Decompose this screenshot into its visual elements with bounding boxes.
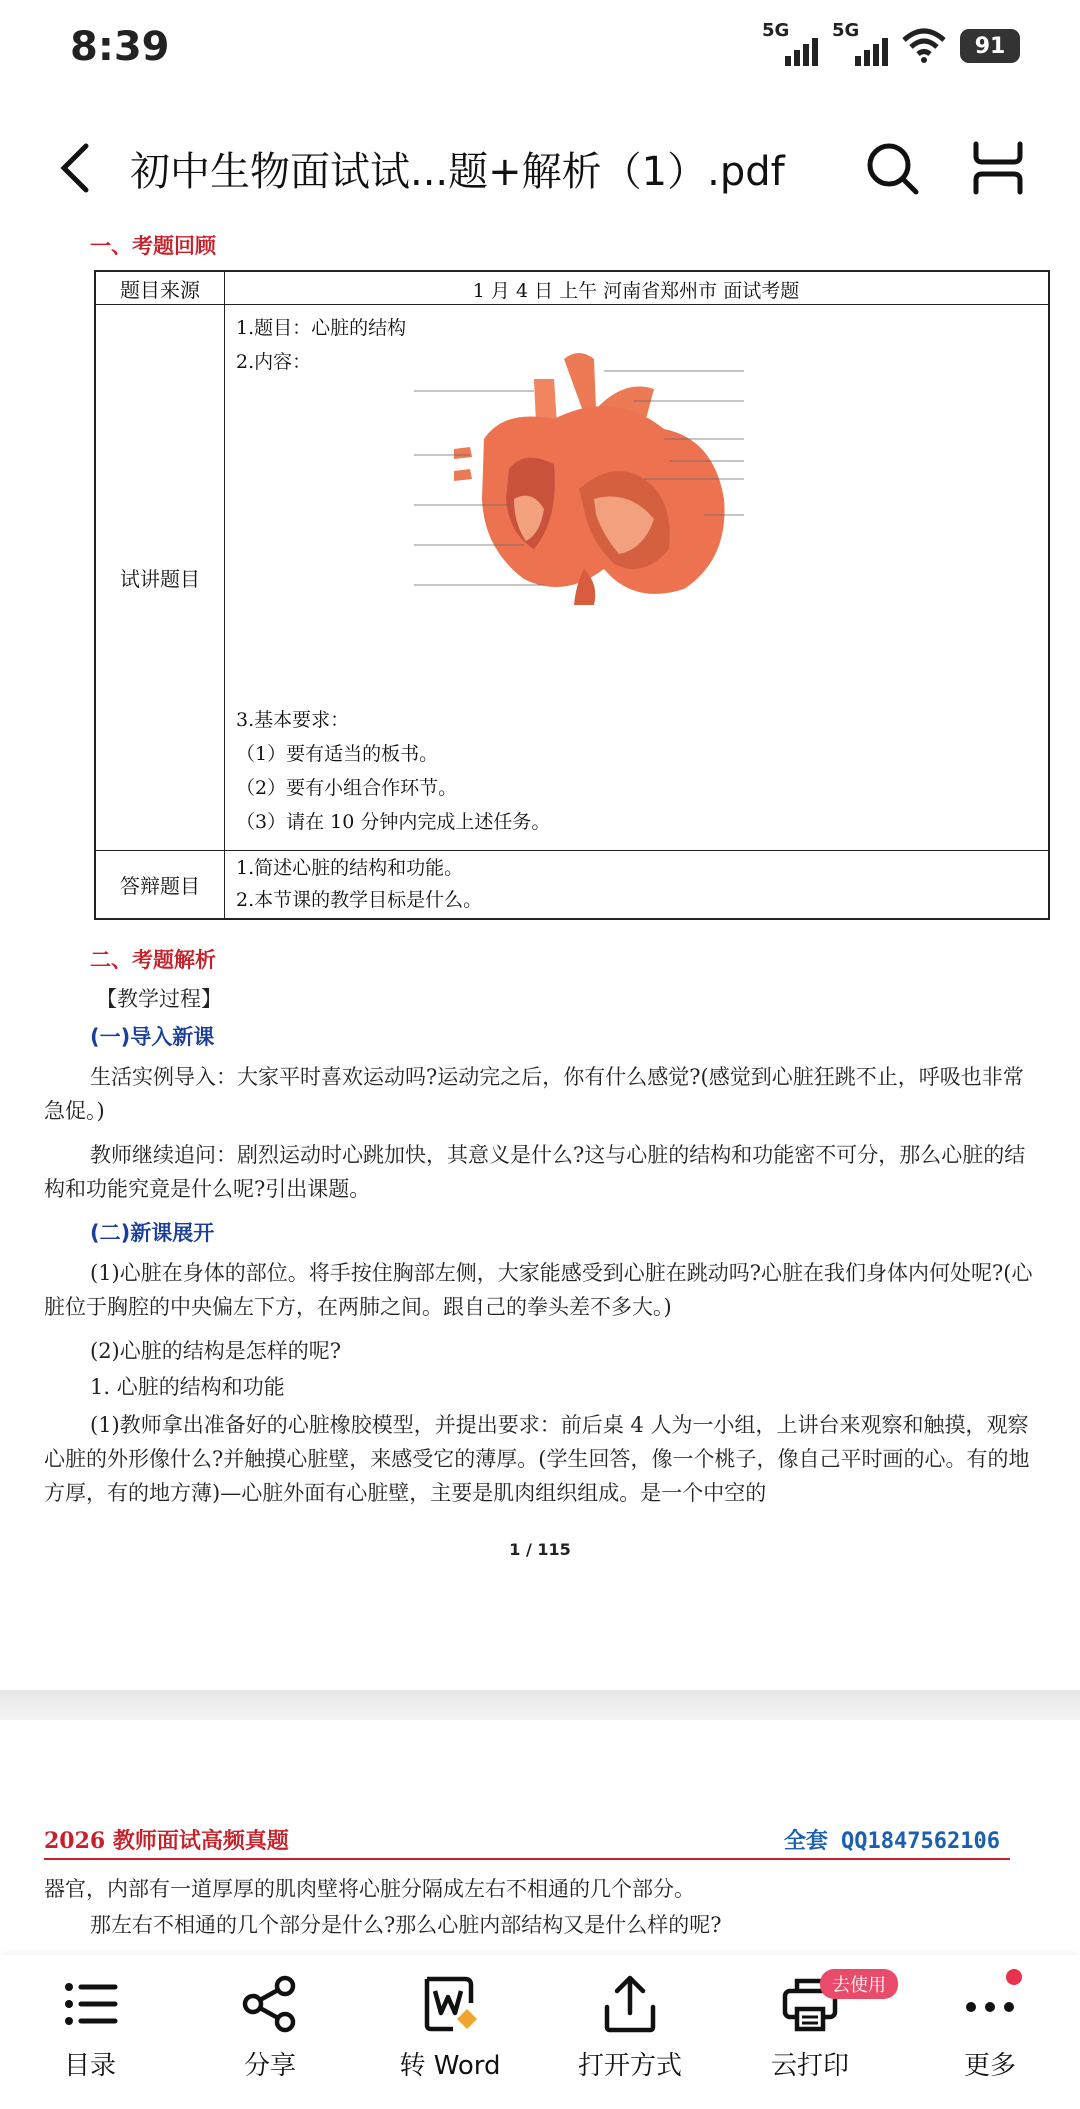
- list-icon: [59, 1973, 121, 2035]
- topic-label: 试讲题目: [96, 305, 225, 850]
- toolbar-convert-word-label: 转 Word: [399, 2051, 501, 2081]
- notification-dot: [1006, 1969, 1022, 1985]
- page2-header-left: 2026 教师面试高频真题: [44, 1828, 289, 1854]
- bottom-toolbar: [0, 1955, 1080, 2109]
- toolbar-cloud-print-label: 云打印: [770, 2051, 849, 2081]
- defense-label: 答辩题目: [96, 851, 225, 918]
- requirement-3: （3）请在 10 分钟内完成上述任务。: [236, 811, 551, 833]
- topic-line-1: 1.题目：心脏的结构: [236, 317, 407, 339]
- toolbar-share-label: 分享: [243, 2051, 296, 2081]
- status-bar: [0, 0, 1080, 100]
- page-separator: [0, 1690, 1080, 1720]
- page2-line-2: 那左右不相通的几个部分是什么?那么心脏内部结构又是什么样的呢?: [90, 1913, 722, 1937]
- page-number: 1 / 115: [509, 1540, 571, 1559]
- paragraph-5: 1. 心脏的结构和功能: [90, 1375, 285, 1399]
- sim2-label: 5G: [832, 20, 860, 41]
- paragraph-4: (2)心脏的结构是怎样的呢?: [90, 1339, 342, 1363]
- signal-icon: [762, 20, 818, 66]
- section-heading-review: 一、考题回顾: [90, 234, 216, 258]
- convert-word-icon: [419, 1973, 481, 2035]
- page2-header-rule: [44, 1858, 1010, 1860]
- defense-line-2: 2.本节课的教学目标是什么。: [236, 889, 483, 911]
- toolbar-open-with-label: 打开方式: [577, 2051, 682, 2081]
- requirement-2: （2）要有小组合作环节。: [236, 777, 458, 799]
- toolbar-share-button[interactable]: [200, 1973, 340, 2082]
- toolbar-contents-label: 目录: [63, 2051, 116, 2081]
- document-title: 初中生物面试试...题+解析（1）.pdf: [130, 149, 785, 195]
- status-icons: [762, 20, 1020, 66]
- status-time: 8:39: [70, 24, 170, 70]
- back-arrow-icon[interactable]: [50, 138, 100, 198]
- paragraph-1: 生活实例导入：大家平时喜欢运动吗?运动完之后，你有什么感觉?(感觉到心脏狂跳不止，呼吸也非常急促。): [44, 1065, 1024, 1123]
- page2-line-1: 器官，内部有一道厚厚的肌肉壁将心脏分隔成左右不相通的几个部分。: [44, 1877, 695, 1901]
- expand-icon[interactable]: [968, 138, 1028, 198]
- table-row-defense: [96, 850, 1048, 918]
- table-row-topic: [96, 304, 1048, 850]
- heart-diagram: [414, 349, 794, 605]
- sim1-label: 5G: [762, 20, 790, 41]
- paragraph-6: (1)教师拿出准备好的心脏橡胶模型，并提出要求：前后桌 4 人为一小组，上讲台来观察和触摸，观察心脏的外形像什么?并触摸心脏壁，来感受它的薄厚。(学生回答，像一个桃子，像自己平时画的心。有的地方厚，有的地方薄)—心脏外面有心脏壁，主要是肌肉组织组成。是一个中空的: [44, 1413, 1030, 1505]
- open-with-icon: [599, 1973, 661, 2035]
- wifi-icon: [902, 28, 946, 64]
- paragraph-3: (1)心脏在身体的部位。将手按住胸部左侧，大家能感受到心脏在跳动吗?心脏在我们身体内何处呢?(心脏位于胸腔的中央偏左下方，在两肺之间。跟自己的拳头差不多大。): [44, 1261, 1033, 1319]
- subheading-new-lesson: (二)新课展开: [90, 1221, 215, 1245]
- search-icon[interactable]: [862, 138, 922, 198]
- toolbar-more-button[interactable]: [920, 1973, 1060, 2082]
- source-value: 1 月 4 日 上午 河南省郑州市 面试考题: [472, 280, 800, 302]
- source-label: 题目来源: [96, 272, 225, 304]
- toolbar-convert-word-button[interactable]: [380, 1973, 520, 2082]
- title-bar: [0, 118, 1080, 218]
- signal-icon-2: [832, 20, 888, 66]
- toolbar-more-label: 更多: [963, 2051, 1016, 2081]
- requirements-title: 3.基本要求：: [236, 709, 350, 731]
- topic-line-2: 2.内容：: [236, 351, 312, 373]
- section-heading-analysis: 二、考题解析: [90, 948, 216, 972]
- toolbar-contents-button[interactable]: [20, 1973, 160, 2082]
- paragraph-2: 教师继续追问：剧烈运动时心跳加快，其意义是什么?这与心脏的结构和功能密不可分，那么心脏的结构和功能究竟是什么呢?引出课题。: [44, 1143, 1026, 1201]
- process-title: 【教学过程】: [96, 987, 222, 1011]
- table-row-source: [96, 272, 1048, 304]
- toolbar-open-with-button[interactable]: [560, 1973, 700, 2082]
- defense-line-1: 1.简述心脏的结构和功能。: [236, 857, 464, 879]
- exam-table: [94, 270, 1050, 920]
- share-icon: [239, 1973, 301, 2035]
- subheading-intro: (一)导入新课: [90, 1025, 215, 1049]
- pdf-page-2: [0, 1720, 1080, 1960]
- battery-icon: 91: [960, 29, 1020, 63]
- page2-header-right: 全套 QQ1847562106: [783, 1829, 1000, 1854]
- print-promo-badge[interactable]: 去使用: [820, 1969, 898, 1999]
- requirement-1: （1）要有适当的板书。: [236, 743, 439, 765]
- pdf-page-1: [0, 220, 1080, 1690]
